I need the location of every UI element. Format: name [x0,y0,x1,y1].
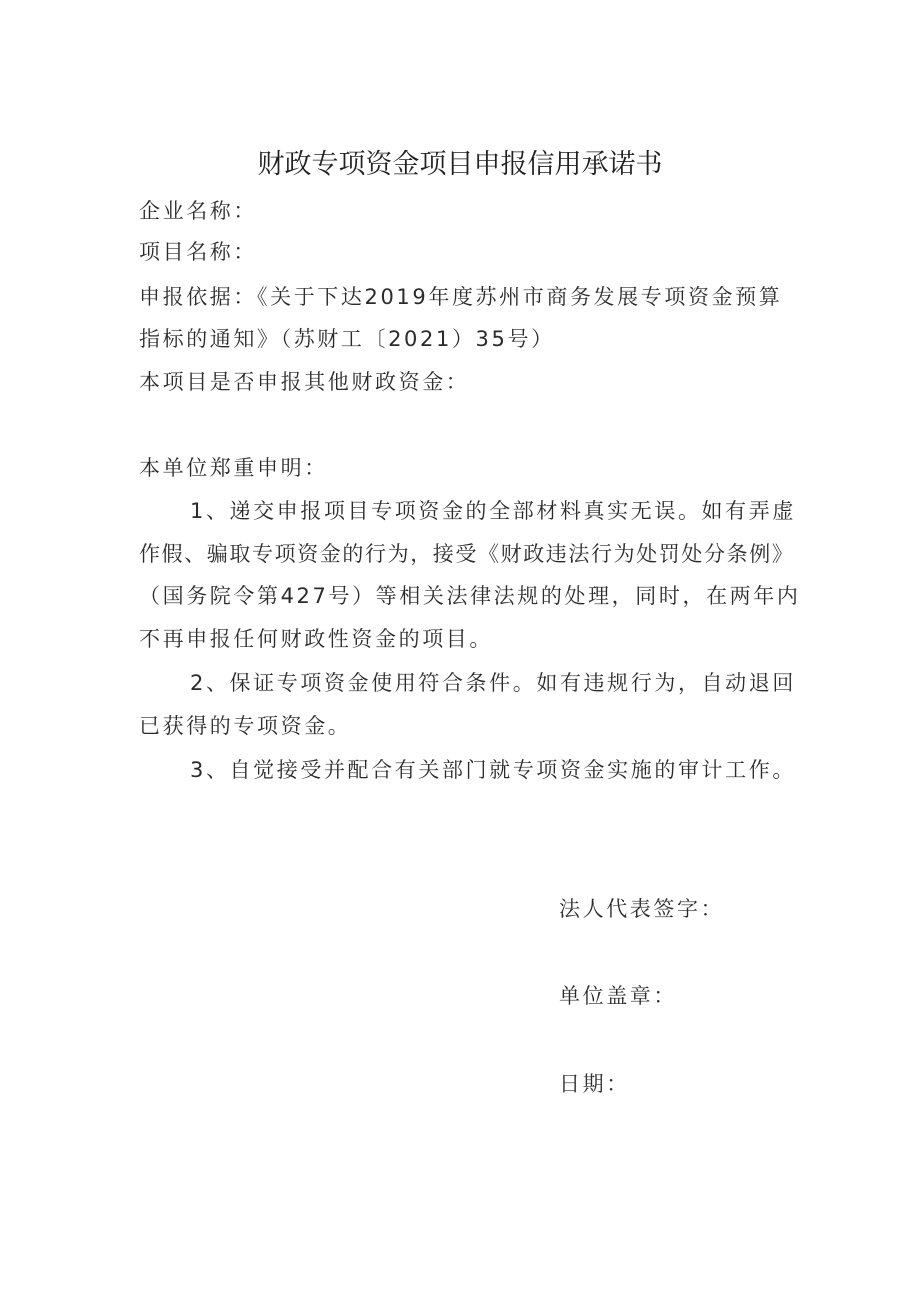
unit-seal-label: 单位盖章： [559,984,677,1008]
project-name-label: 项目名称： [139,240,257,264]
basis-line-2: 指标的通知》（苏财工〔2021）35号） [139,327,555,351]
declaration-item-2-line-1: 2、保证专项资金使用符合条件。如有违规行为，自动退回 [190,671,796,695]
declaration-intro: 本单位郑重申明： [139,456,328,480]
date-label: 日期： [559,1072,630,1096]
other-funds-label: 本项目是否申报其他财政资金： [139,370,470,394]
declaration-item-1-line-4: 不再申报任何财政性资金的项目。 [139,627,493,651]
declaration-item-1-line-2: 作假、骗取专项资金的行为，接受《财政违法行为处罚处分条例》 [139,542,795,566]
declaration-item-1-line-3: （国务院令第427号）等相关法律法规的处理，同时，在两年内 [139,584,801,608]
company-name-label: 企业名称： [139,199,257,223]
declaration-item-1-line-1: 1、递交申报项目专项资金的全部材料真实无误。如有弄虚 [190,499,796,523]
document-title: 财政专项资金项目申报信用承诺书 [257,149,663,180]
legal-rep-signature-label: 法人代表签字： [559,897,725,921]
declaration-item-2-line-2: 已获得的专项资金。 [139,714,352,738]
basis-line-1: 申报依据：《关于下达2019年度苏州市商务发展专项资金预算 [139,285,783,309]
declaration-item-3-line-1: 3、自觉接受并配合有关部门就专项资金实施的审计工作。 [190,758,796,782]
